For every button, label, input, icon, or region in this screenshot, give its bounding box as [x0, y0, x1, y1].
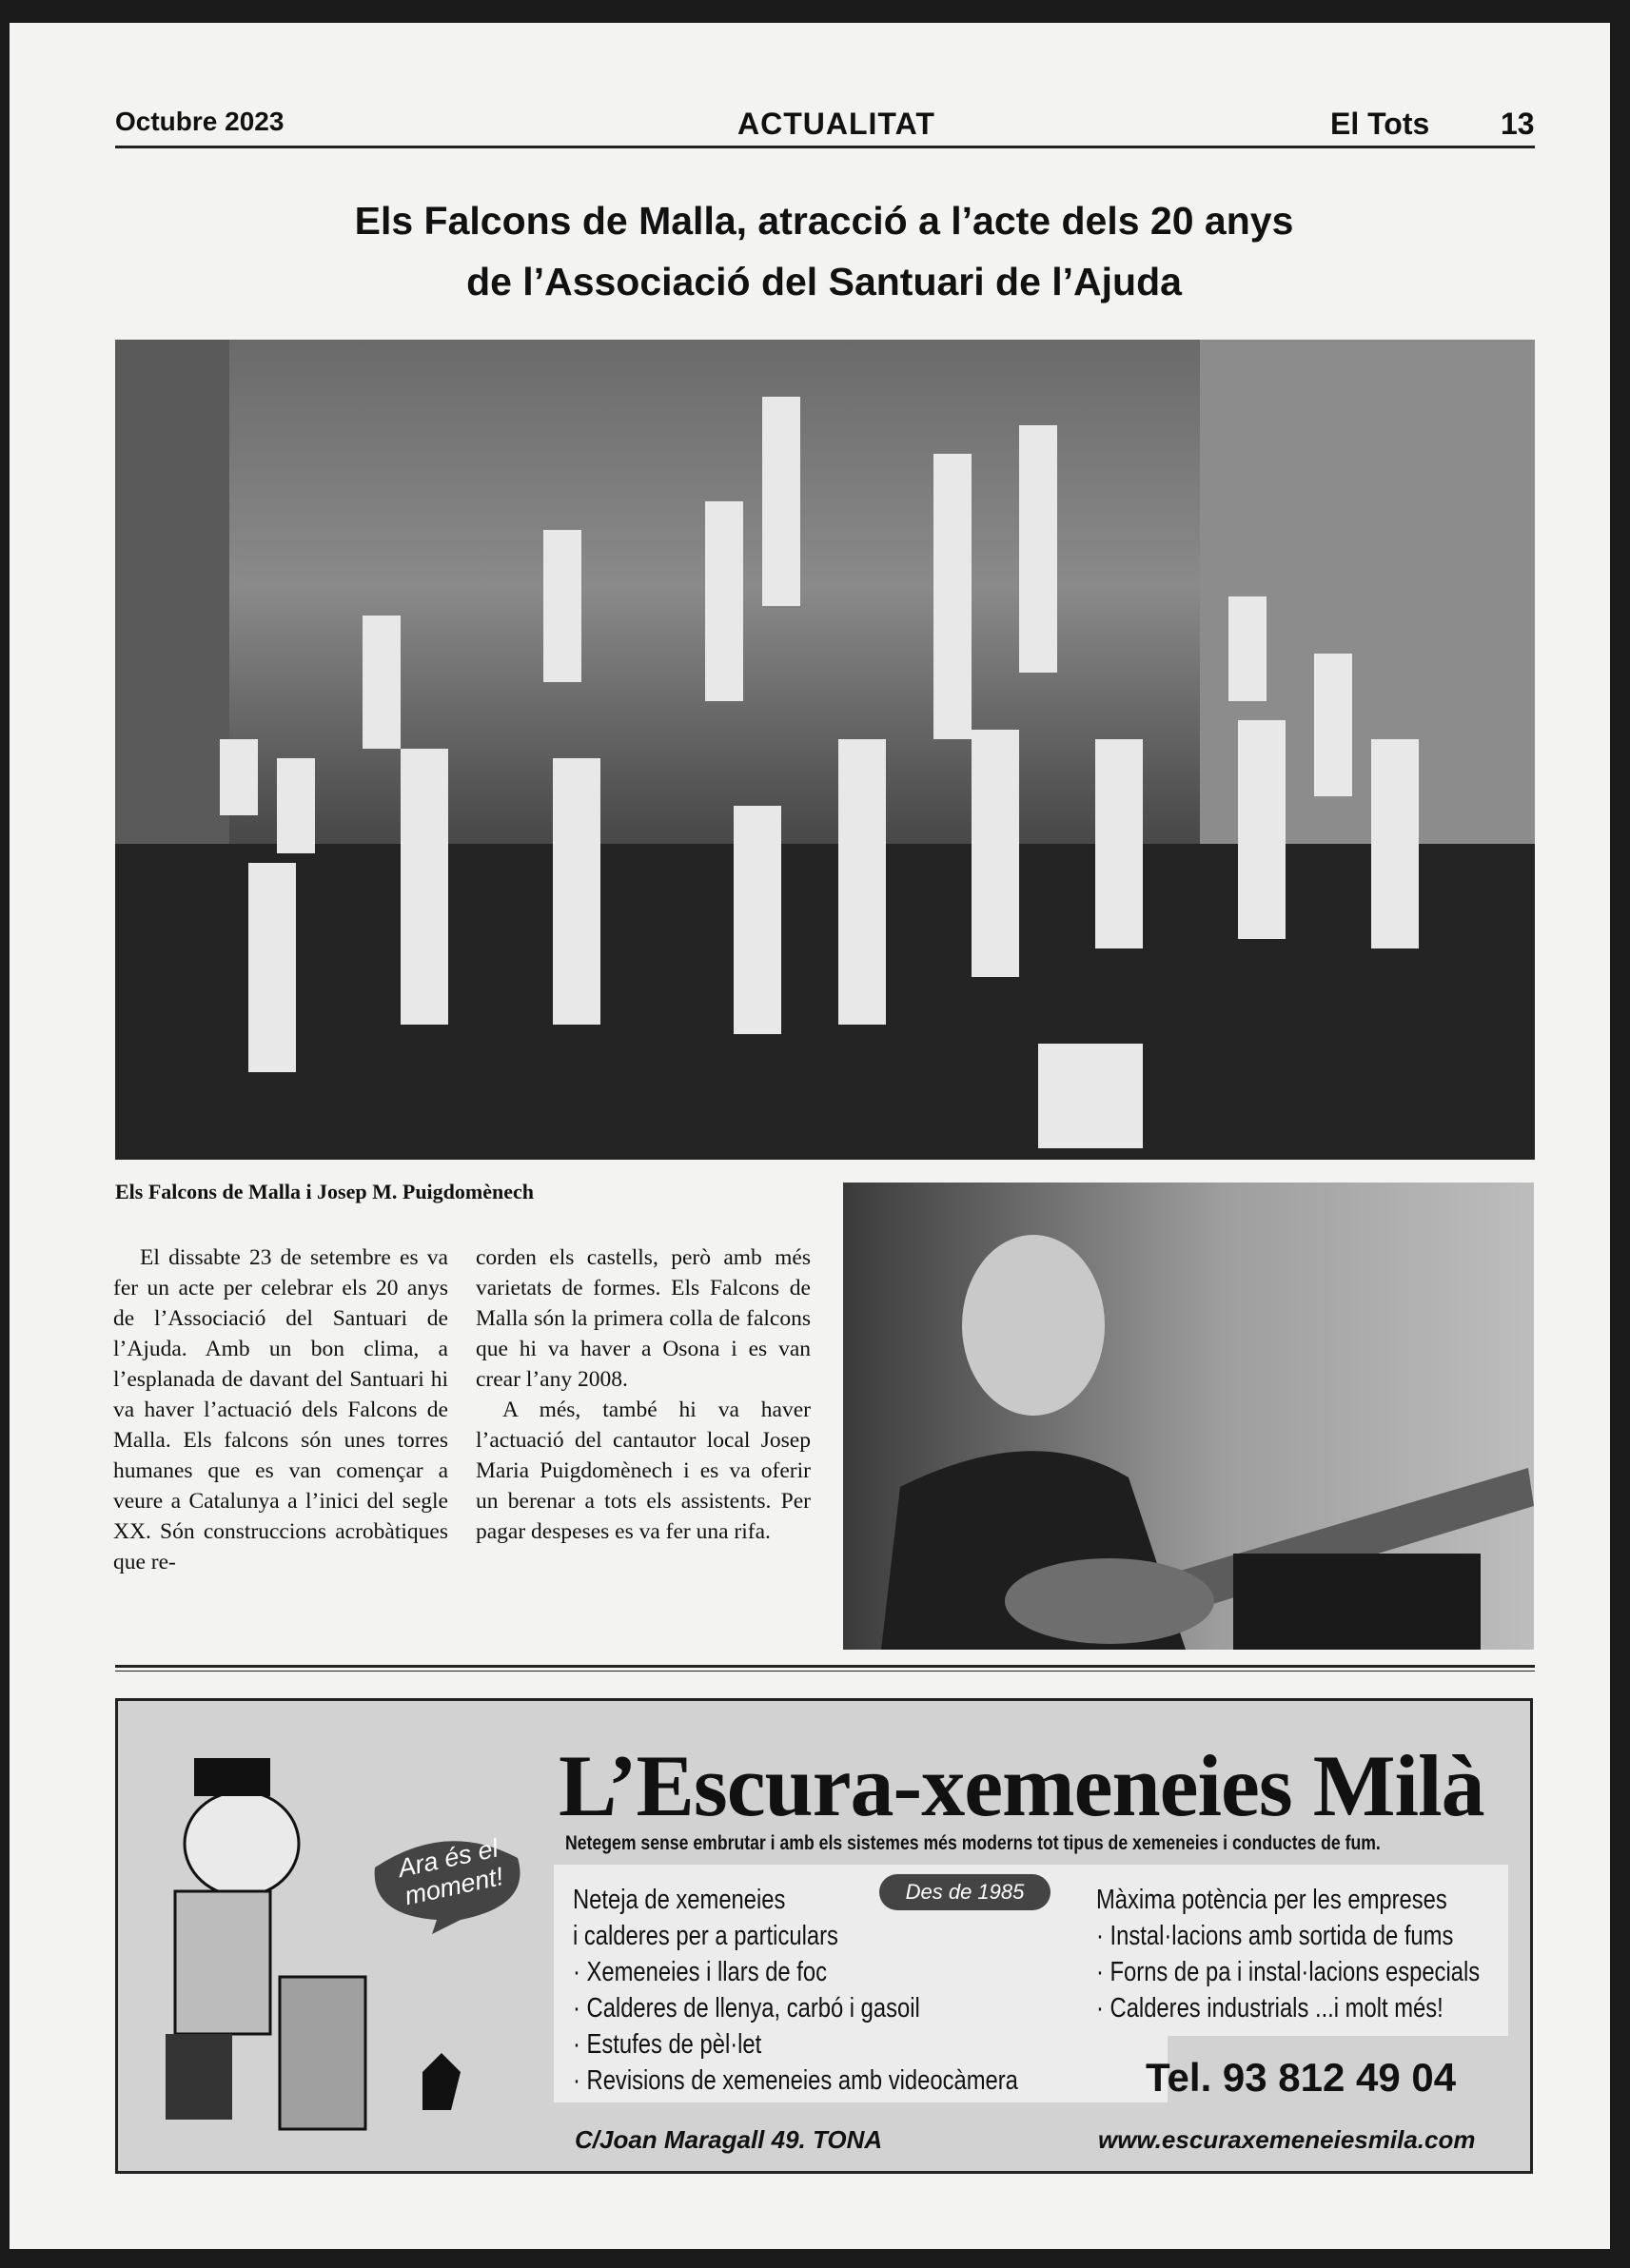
ad-service-item: i calderes per a particulars [573, 1921, 838, 1951]
ad-business-item: · Calderes industrials ...i molt més! [1096, 1993, 1443, 2024]
falcons-photo [115, 340, 1535, 1160]
singer-with-guitar-illustration [843, 1183, 1534, 1650]
ad-service-item: · Xemeneies i llars de foc [573, 1957, 827, 1987]
header-rule [115, 146, 1535, 148]
ad-badge: Ara és el moment! [395, 1833, 506, 1911]
advertisement [115, 1698, 1533, 2174]
ad-since-badge: Des de 1985 [879, 1874, 1051, 1910]
ad-separator-thin [115, 1671, 1535, 1672]
ad-tagline: Netegem sense embrutar i amb els sistemes més moderns tot tipus de xemeneies i conductes de fum. [565, 1832, 1381, 1854]
section-title: ACTUALITAT [737, 107, 935, 141]
singer-photo [843, 1183, 1534, 1650]
ad-phone: Tel. 93 812 49 04 [1146, 2055, 1457, 2100]
publication-name: El Tots [1330, 107, 1430, 141]
headline-line-1: Els Falcons de Malla, atracció a l’acte dels 20 anys [354, 199, 1294, 243]
ad-website: www.escuraxemeneiesmila.com [1098, 2125, 1476, 2154]
ad-services-business [1072, 1865, 1508, 2036]
article-paragraph-3: A més, també hi va haver l’actuació del cantautor local Josep Maria Puigdomènech i es va oferir un berenar a tots els assistents. Per pagar despeses es va fer una rifa. [476, 1398, 811, 1544]
article-column-1 [113, 1242, 448, 1577]
page-number: 13 [1501, 107, 1535, 141]
ad-business-item: Màxima potència per les empreses [1096, 1885, 1447, 1915]
human-tower-illustration [115, 340, 1535, 1160]
ad-separator-thick [115, 1665, 1535, 1668]
ad-service-item: · Estufes de pèl·let [573, 2029, 762, 2060]
ad-business-item: · Instal·lacions amb sortida de fums [1096, 1921, 1454, 1951]
chimney-sweep-icon [137, 1739, 461, 2158]
ad-service-item: · Revisions de xemeneies amb videocàmera [573, 2065, 1018, 2096]
ad-business-item: · Forns de pa i instal·lacions especials [1096, 1957, 1481, 1987]
headline-line-2: de l’Associació del Santuari de l’Ajuda [466, 260, 1182, 303]
article-headline [114, 190, 1534, 312]
issue-date: Octubre 2023 [115, 107, 285, 136]
article-column-2 [476, 1242, 811, 1547]
article-paragraph-2: corden els castells, però amb més varietats de formes. Els Falcons de Malla són la primera colla de falcons que hi va haver a Osona i es van crear l’any 2008. [476, 1245, 811, 1392]
ad-service-item: · Calderes de llenya, carbó i gasoil [573, 1993, 920, 2024]
photo-caption: Els Falcons de Malla i Josep M. Puigdomènech [115, 1180, 534, 1203]
ad-service-item: Neteja de xemeneies [573, 1885, 786, 1915]
article-paragraph-1: El dissabte 23 de setembre es va fer un acte per celebrar els 20 anys de l’Associació del Santuari de l’Ajuda. Amb un bon clima, a l’esplanada de davant del Santuari hi va haver l’actuació dels Falcons de Malla. Els falcons són unes torres humanes que es van començar a veure a Catalunya a l’inici del segle XX. Són construccions acrobàtiques que re- [113, 1245, 448, 1574]
ad-address: C/Joan Maragall 49. TONA [575, 2125, 883, 2154]
ad-title: L’Escura-xemeneies Milà [559, 1737, 1484, 1834]
